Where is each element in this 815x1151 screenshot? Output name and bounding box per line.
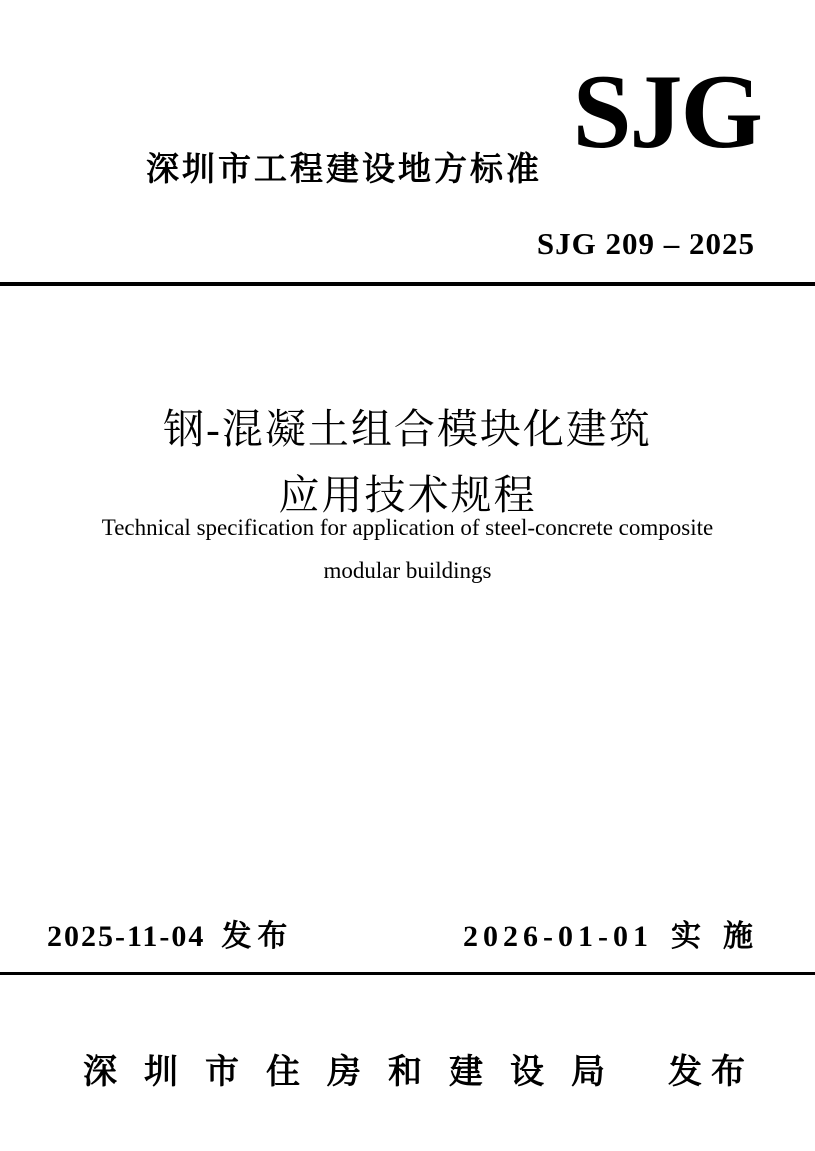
sjg-logo-text: SJG <box>572 53 761 170</box>
title-chinese-line1: 钢-混凝土组合模块化建筑 <box>163 406 652 452</box>
title-english-line2: modular buildings <box>323 558 492 583</box>
standard-category-heading: 深圳市工程建设地方标准 <box>146 150 542 187</box>
document-number: SJG 209 – 2025 <box>536 226 755 261</box>
implementation-date-label: 实施 <box>670 920 775 953</box>
title-chinese-line2: 应用技术规程 <box>278 472 537 518</box>
title-english-line1: Technical specification for application of steel-concrete composite <box>101 515 714 540</box>
implementation-date-group <box>463 911 775 955</box>
divider-bottom <box>0 972 815 975</box>
publisher-name: 深圳市住房和建设局 <box>83 1053 632 1091</box>
divider-top <box>0 282 815 286</box>
issue-date-label: 发布 <box>221 920 294 953</box>
implementation-date: 2026-01-01 <box>463 920 653 953</box>
issue-date-group <box>47 911 293 955</box>
issue-date: 2025-11-04 <box>47 920 206 953</box>
publisher-action-label: 发布 <box>668 1053 754 1091</box>
